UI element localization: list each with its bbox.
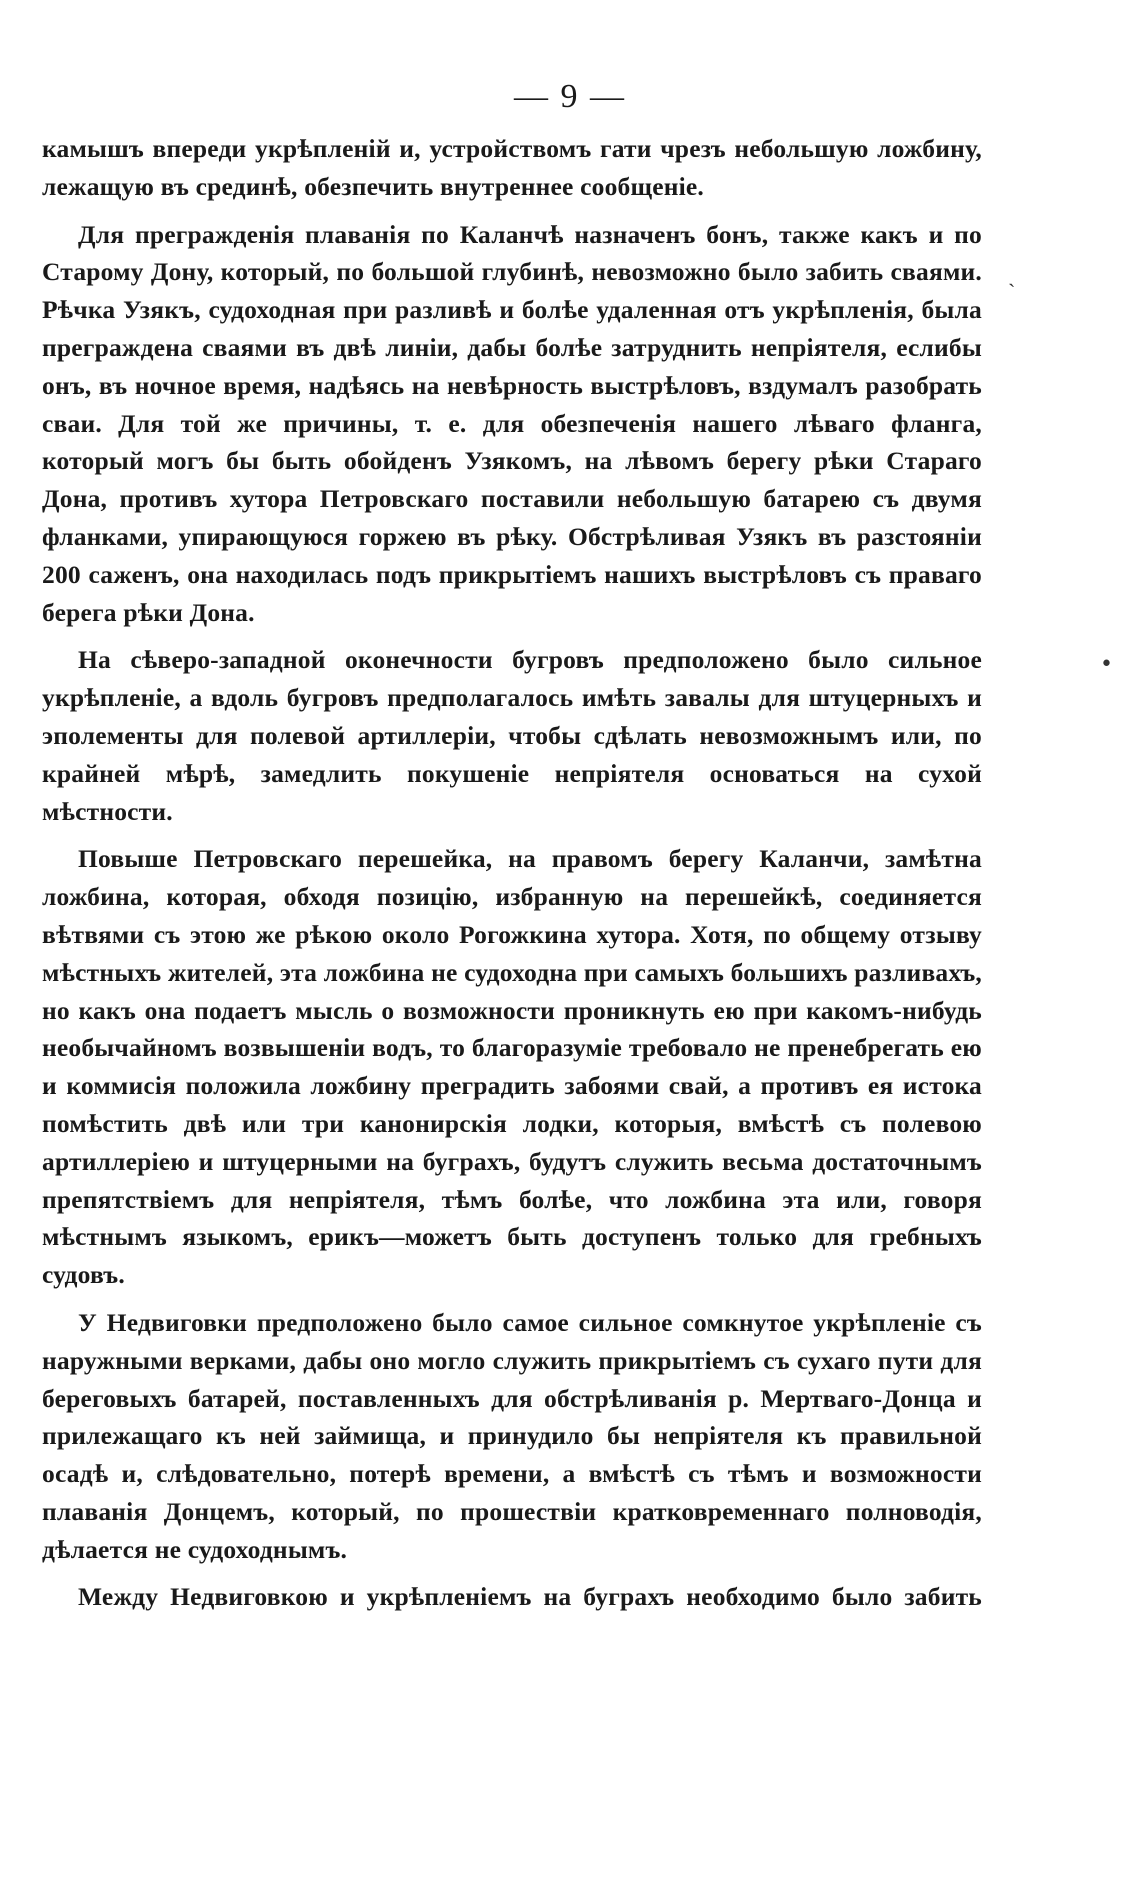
paragraph-kalancha-hollow: Повыше Петровскаго перешейка, на правомъ берегу Каланчи, замѣтна ложбина, которая, обходя позицію, избранную на перешейкѣ, соединяется вѣтвями съ этою же рѣкою около Рогожкина хутора. Хотя, по общему отзыву мѣстныхъ жителей, эта ложбина не судоходна при самыхъ большихъ разливахъ, но какъ она подаетъ мысль о возможности проникнуть ею при какомъ-нибудь необычайномъ возвышеніи водъ, то благоразуміе требовало не пренебрегать ею и коммисія положила ложбину преградить забоями свай, а противъ ея истока помѣстить двѣ или три канонирскія лодки, которыя, вмѣстѣ съ полевою артиллеріею и штуцерными на буграхъ, будутъ служить весьма достаточнымъ препятствіемъ для непріятеля, тѣмъ болѣе, что ложбина эта или, говоря мѣстнымъ языкомъ, ерикъ—можетъ быть доступенъ только для гребныхъ судовъ. (42, 844, 982, 1290)
page-number: — 9 — (514, 78, 626, 115)
paragraph-hills-fortification: На сѣверо-западной оконечности бугровъ предположено было сильное укрѣпленіе, а вдоль бугровъ предполагалось имѣть завалы для штуцерныхъ и эполементы для полевой артиллеріи, чтобы сдѣлать невозможнымъ или, по крайней мѣрѣ, замедлить покушеніе непріятеля основаться на сухой мѣстности. (42, 645, 982, 826)
paragraph-continuation: камышъ впереди укрѣпленій и, устройствомъ гати чрезъ небольшую ложбину, лежащую въ срединѣ, обезпечить внутреннее сообщеніе. (42, 134, 982, 201)
body-text (42, 130, 982, 1626)
paragraph-nedvigovka: У Недвиговки предположено было самое сильное сомкнутое укрѣпленіе съ наружными верками, дабы оно могло служить прикрытіемъ съ сухаго пути для береговыхъ батарей, поставленныхъ для обстрѣливанія р. Мертваго-Донца и прилежащаго къ ней займища, и принудило бы непріятеля къ правильной осадѣ и, слѣдовательно, потерѣ времени, а вмѣстѣ съ тѣмъ и возможности плаванія Донцемъ, который, по прошествіи кратковременнаго полноводія, дѣлается не судоходнымъ. (42, 1307, 982, 1564)
paragraph-bon-barrier: Для прегражденія плаванія по Каланчѣ назначенъ бонъ, также какъ и по Старому Дону, который, по большой глубинѣ, невозможно было забить сваями. Рѣчка Узякъ, судоходная при разливѣ и болѣе удаленная отъ укрѣпленія, была преграждена сваями въ двѣ линіи, дабы болѣе затруднить непріятеля, еслибы онъ, въ ночное время, надѣясь на невѣрность выстрѣловъ, вздумалъ разобрать сваи. Для той же причины, т. е. для обезпеченія нашего лѣваго фланга, который могъ бы быть обойденъ Узякомъ, на лѣвомъ берегу рѣки Стараго Дона, противъ хутора Петровскаго поставили небольшую батарею съ двумя фланками, упирающуюся горжею въ рѣку. Обстрѣливая Узякъ въ разстояніи 200 саженъ, она находилась подъ прикрытіемъ нашихъ выстрѣловъ съ праваго берега рѣки Дона. (42, 219, 982, 627)
margin-dot: • (1100, 652, 1113, 677)
margin-mark: ˏ (1008, 263, 1016, 288)
paragraph-final-line: Между Недвиговкою и укрѣпленіемъ на буграхъ необходимо было забить (78, 1582, 982, 1612)
